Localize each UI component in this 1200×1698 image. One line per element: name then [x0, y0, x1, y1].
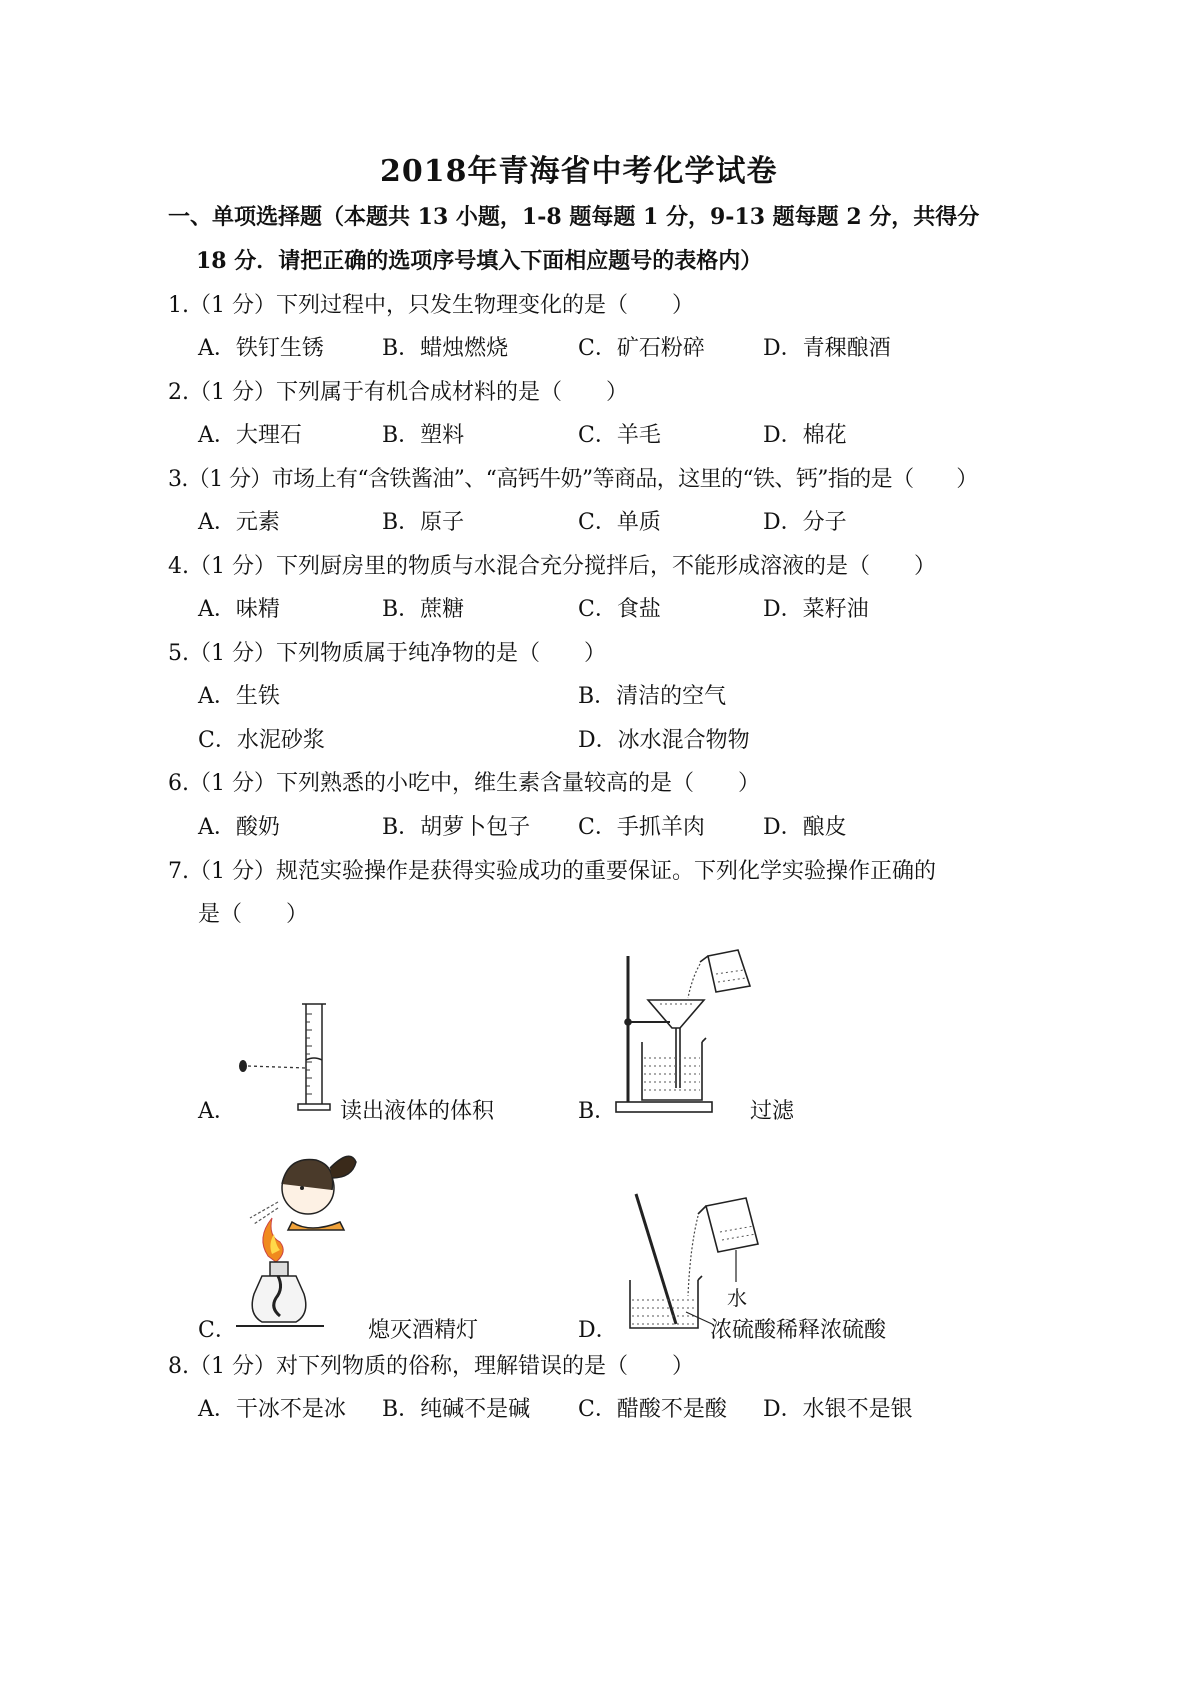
question-3-stem: 3.（1 分）市场上有“含铁酱油”、“高钙牛奶”等商品，这里的“铁、钙”指的是（ ）: [168, 467, 978, 492]
question-1-option-d: D．青稞酿酒: [763, 336, 891, 361]
question-8-option-c: C．醋酸不是酸: [578, 1397, 727, 1422]
question-7-option-d-caption: 稀释浓硫酸: [776, 1318, 887, 1343]
question-8-option-d: D．水银不是银: [763, 1397, 913, 1422]
question-1-option-a: A．铁钉生锈: [198, 336, 324, 361]
question-8-stem: 8.（1 分）对下列物质的俗称，理解错误的是（ ）: [168, 1354, 694, 1379]
question-2-option-d: D．棉花: [763, 423, 847, 448]
question-4-option-b: B．蔗糖: [382, 597, 465, 622]
filtration-apparatus-illustration: [612, 942, 772, 1118]
question-7-option-c-letter: C．: [198, 1318, 237, 1343]
question-7-option-a-caption: 读出液体的体积: [340, 1099, 495, 1124]
question-7-option-a-letter: A．: [198, 1099, 236, 1124]
question-6-option-a: A．酸奶: [198, 815, 280, 840]
question-7-option-b-letter: B．: [578, 1099, 617, 1124]
dilution-acid-label: 浓硫酸: [710, 1318, 777, 1343]
question-1-option-b: B．蜡烛燃烧: [382, 336, 509, 361]
question-4-stem: 4.（1 分）下列厨房里的物质与水混合充分搅拌后，不能形成溶液的是（ ）: [168, 554, 936, 579]
page-title: 2018年青海省中考化学试卷: [380, 154, 778, 189]
question-3-option-b: B．原子: [382, 510, 465, 535]
question-7-stem-line1: 7.（1 分）规范实验操作是获得实验成功的重要保证。下列化学实验操作正确的: [168, 859, 936, 884]
question-4-option-d: D．菜籽油: [763, 597, 869, 622]
alcohol-lamp-illustration: [232, 1138, 372, 1334]
section-heading-line2: 18 分．请把正确的选项序号填入下面相应题号的表格内）: [196, 248, 763, 274]
question-2-option-c: C．羊毛: [578, 423, 661, 448]
measuring-cylinder-illustration: [236, 998, 336, 1114]
question-7-stem-line2: 是（ ）: [198, 902, 309, 927]
question-5-option-a: A．生铁: [198, 684, 280, 709]
question-7-option-d-letter: D．: [578, 1318, 618, 1343]
question-4-option-a: A．味精: [198, 597, 280, 622]
question-7-option-b-caption: 过滤: [750, 1099, 795, 1124]
question-8-option-b: B．纯碱不是碱: [382, 1397, 531, 1422]
section-heading-line1: 一、单项选择题（本题共 13 小题，1-8 题每题 1 分，9-13 题每题 2 分，共得分: [168, 204, 980, 230]
question-2-option-a: A．大理石: [198, 423, 302, 448]
question-5-option-c: C．水泥砂浆: [198, 728, 325, 753]
question-7-option-c-caption: 熄灭酒精灯: [368, 1318, 479, 1343]
question-2-stem: 2.（1 分）下列属于有机合成材料的是（ ）: [168, 380, 628, 405]
question-5-option-b: B．清洁的空气: [578, 684, 727, 709]
question-6-option-c: C．手抓羊肉: [578, 815, 705, 840]
question-8-option-a: A．干冰不是冰: [198, 1397, 346, 1422]
question-3-option-d: D．分子: [763, 510, 847, 535]
question-1-stem: 1.（1 分）下列过程中，只发生物理变化的是（ ）: [168, 293, 694, 318]
question-6-option-d: D．酿皮: [763, 815, 847, 840]
question-6-option-b: B．胡萝卜包子: [382, 815, 531, 840]
question-5-option-d: D．冰水混合物物: [578, 728, 750, 753]
question-3-option-c: C．单质: [578, 510, 661, 535]
question-1-option-c: C．矿石粉碎: [578, 336, 705, 361]
question-3-option-a: A．元素: [198, 510, 280, 535]
dilution-water-label: 水: [727, 1286, 747, 1310]
question-6-stem: 6.（1 分）下列熟悉的小吃中，维生素含量较高的是（ ）: [168, 771, 760, 796]
question-4-option-c: C．食盐: [578, 597, 661, 622]
question-2-option-b: B．塑料: [382, 423, 465, 448]
question-5-stem: 5.（1 分）下列物质属于纯净物的是（ ）: [168, 641, 606, 666]
